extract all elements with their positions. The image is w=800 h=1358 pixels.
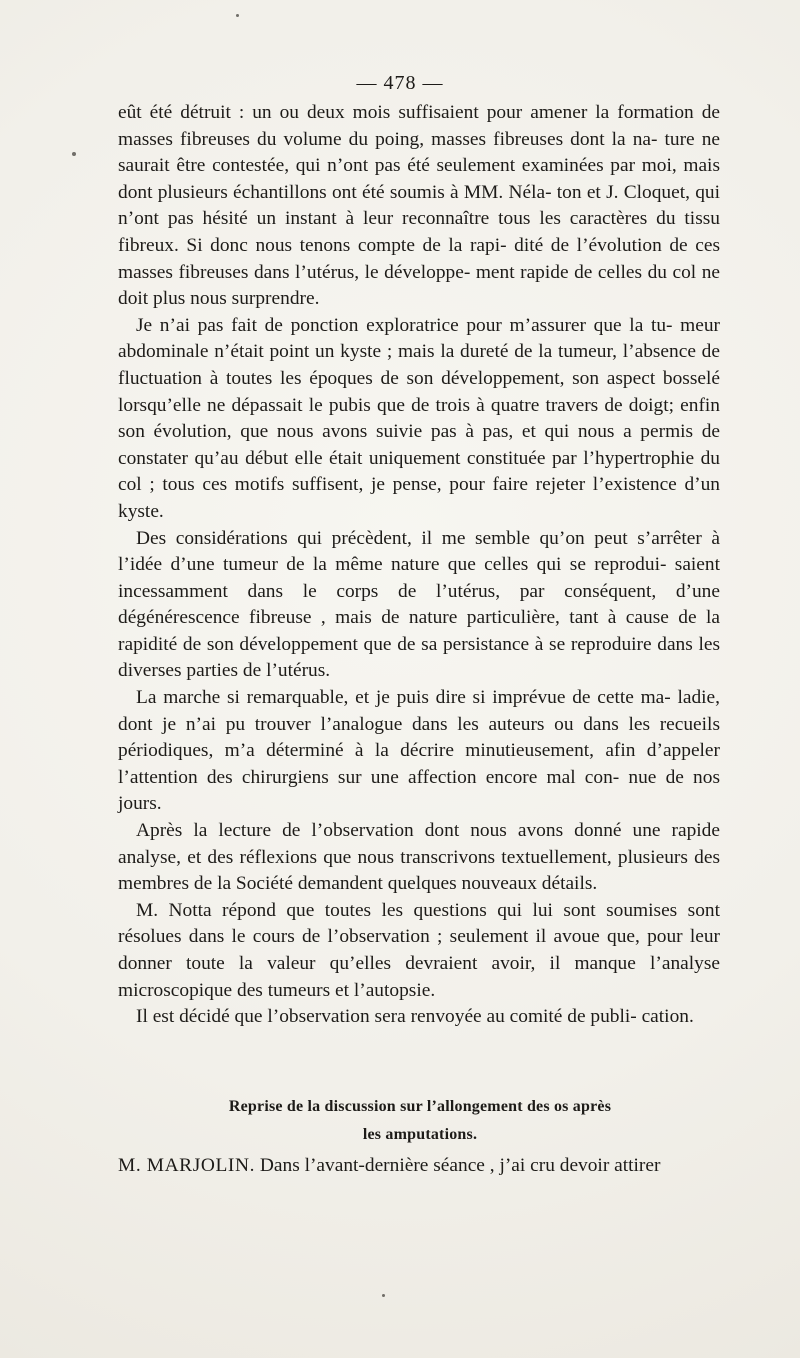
section-heading-line-2: les amputations. — [362, 1126, 478, 1143]
paragraph-3: Des considérations qui précèdent, il me semble qu’on peut s’arrêter à l’idée d’une tumeur de la même nature que celles qui se reprodui- saient incessamment dans le corps de l’utérus, par conséquent, d’une dégénérescence fibreuse , mais de nature particulière, tant à cause de la rapidité de son développement que de sa persistance à se reproduire dans les diverses parties de l’utérus. — [118, 527, 720, 682]
paragraph-1: eût été détruit : un ou deux mois suffisaient pour amener la formation de masses fibreuses du volume du poing, masses fibreuses dont la na- ture ne saurait être contestée, qui n’ont pas été seulement examinées par moi, mais dont plusieurs échantillons ont été soumis à MM. Néla- ton et J. Cloquet, qui n’ont pas hésité un instant à leur reconnaître tous les caractères du tissu fibreux. Si donc nous tenons compte de la rapi- dité de l’évolution de ces masses fibreuses dans l’utérus, le développe- ment rapide de celles du col ne doit plus nous surprendre. — [118, 102, 720, 310]
paragraph-2: Je n’ai pas fait de ponction exploratrice pour m’assurer que la tu- meur abdominale n’était point un kyste ; mais la dureté de la tumeur, l’absence de fluctuation à toutes les époques de son développement, son aspect bosselé lorsqu’elle ne dépassait le pubis que de trois à quatre travers de doigt; enfin son évolution, que nous avons suivie pas à pas, et qui nous a permis de constater qu’au début elle était uniquement constituée par l’hypertrophie du col ; tous ces motifs suffisent, je pense, pour faire rejeter l’existence d’un kyste. — [118, 314, 720, 522]
paragraph-5: Après la lecture de l’observation dont nous avons donné une rapide analyse, et des réflexions que nous transcrivons textuellement, plusieurs des membres de la Société demandent quelques nouveaux détails. — [118, 820, 720, 895]
page-number: — 478 — — [356, 72, 444, 94]
paragraph-7: Il est décidé que l’observation sera renvoyée au comité de publi- cation. — [136, 1006, 694, 1028]
section-heading-line-1: Reprise de la discussion sur l’allongement des os après — [228, 1098, 612, 1115]
ink-mark — [236, 14, 239, 17]
closing-line — [118, 1153, 720, 1179]
closing-text: Dans l’avant-dernière séance , j’ai cru devoir attirer — [259, 1155, 661, 1176]
section-heading — [140, 1093, 700, 1149]
ink-mark — [382, 1294, 385, 1297]
speaker-name: M. MARJOLIN. — [118, 1155, 256, 1176]
paragraph-4: La marche si remarquable, et je puis dire si imprévue de cette ma- ladie, dont je n’ai pu trouver l’analogue dans les auteurs ou dans les recueils périodiques, m’a déterminé à la décrire minutieusement, afin d’appeler l’attention des chirurgiens sur une affection encore mal con- nue de nos jours. — [118, 687, 720, 815]
main-text — [118, 100, 720, 1031]
ink-mark — [72, 152, 76, 156]
paragraph-6: M. Notta répond que toutes les questions qui lui sont soumises sont résolues dans le cours de l’observation ; seulement il avoue que, pour leur donner toute la valeur qu’elles devraient avoir, il manque l’analyse microscopique des tumeurs et l’autopsie. — [118, 899, 720, 1001]
